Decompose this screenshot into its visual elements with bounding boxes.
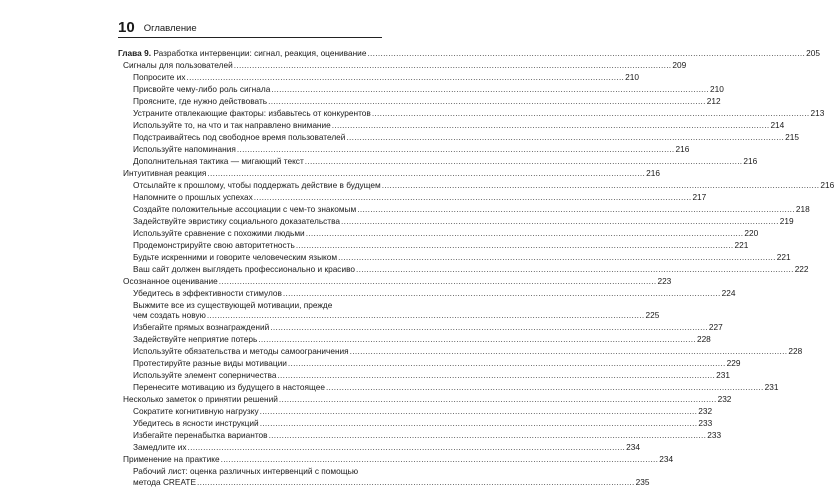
subsection-entry — [118, 358, 741, 369]
entry-title: Будьте искренними и говорите человеческим языком — [133, 251, 338, 262]
entry-title: Продемонстрируйте свою авторитетность — [133, 239, 295, 250]
entry-title: Протестируйте разные виды мотивации — [133, 358, 287, 369]
subsection-entry — [118, 251, 791, 263]
entry-page: 229 — [726, 358, 741, 369]
dot-leader — [357, 204, 795, 215]
entry-title: Убедитесь в эффективности стимулов — [133, 287, 282, 298]
dot-leader — [356, 264, 794, 275]
section-entry — [118, 454, 674, 465]
subsection-entry — [118, 322, 723, 333]
entry-title: Подстраивайтесь под свободное время пользователей — [133, 131, 346, 142]
running-title: Оглавление — [143, 23, 197, 34]
entry-page: 221 — [734, 239, 749, 250]
subsection-entry — [118, 191, 707, 203]
entry-title: Дополнительная тактика — мигающий текст — [133, 155, 304, 166]
entry-title: Интуитивная реакция — [123, 167, 207, 178]
dot-leader — [346, 132, 784, 143]
dot-leader — [288, 358, 726, 369]
subsection-entry — [118, 334, 711, 345]
entry-page: 219 — [779, 215, 794, 226]
subsection-entry — [118, 155, 758, 167]
entry-page: 227 — [708, 322, 723, 333]
entry-page: 210 — [710, 83, 724, 94]
entry-page: 212 — [706, 95, 721, 106]
dot-leader — [221, 454, 659, 465]
subsection-entry — [118, 418, 713, 429]
dot-leader — [305, 156, 743, 167]
entry-page: 224 — [721, 287, 736, 298]
subsection-entry — [118, 179, 834, 191]
entry-title: Используйте элемент соперничества — [133, 370, 277, 381]
subsection-entry — [118, 107, 825, 119]
entry-page: 232 — [698, 406, 713, 417]
dot-leader — [187, 72, 625, 83]
entry-title: Применение на практике — [123, 454, 220, 465]
entry-title: чем создать новую — [133, 310, 206, 321]
subsection-entry — [118, 131, 799, 143]
dot-leader — [306, 228, 744, 239]
entry-title: Убедитесь в ясности инструкций — [133, 418, 259, 429]
entry-title: Перенесите мотивацию из будущего в настоящее — [133, 382, 325, 393]
entry-title: Устраните отвлекающие факторы: избавьтесь от конкурентов — [133, 107, 371, 118]
dot-leader — [279, 394, 717, 405]
entry-title: Замедлите их — [133, 442, 187, 453]
entry-page: 235 — [635, 476, 650, 487]
entry-title: Используйте напоминания — [133, 143, 236, 154]
subsection-entry — [118, 143, 690, 155]
dot-leader — [268, 96, 706, 107]
entry-page: 225 — [645, 310, 660, 321]
entry-page: 216 — [820, 179, 834, 190]
dot-leader — [341, 216, 779, 227]
dot-leader — [207, 168, 645, 179]
page-header — [118, 17, 382, 38]
chapter-title-line — [118, 48, 366, 59]
section-entry — [118, 167, 660, 179]
toc-entry-line: Рабочий лист: оценка различных интервенций с помощью — [133, 466, 359, 477]
subsection-entry — [118, 71, 640, 83]
subsection-entry — [118, 83, 724, 95]
dot-leader — [277, 370, 715, 381]
section-entry — [118, 394, 732, 405]
entry-title: Избегайте перенабытка вариантов — [133, 430, 268, 441]
dot-leader — [270, 322, 708, 333]
dot-leader — [234, 60, 672, 71]
entry-page: 228 — [696, 334, 711, 345]
entry-page: 228 — [788, 346, 803, 357]
entry-title: Задействуйте эвристику социального доказательства — [133, 215, 341, 226]
dot-leader — [237, 144, 675, 155]
chapter-title: Разработка интервенции: сигнал, реакция, оценивание — [153, 48, 367, 58]
entry-page: 222 — [794, 263, 809, 274]
entry-page: 220 — [744, 227, 759, 238]
entry-page: 234 — [659, 454, 674, 465]
entry-page: 234 — [626, 442, 641, 453]
entry-title: Осознанное оценивание — [123, 275, 218, 286]
subsection-entry — [118, 382, 779, 393]
dot-leader — [338, 252, 776, 263]
dot-leader — [382, 180, 820, 191]
section-entry — [118, 275, 672, 287]
entry-page: 214 — [770, 119, 785, 130]
entry-page: 232 — [717, 394, 732, 405]
subsection-entry — [118, 95, 721, 107]
entry-page: 221 — [776, 251, 791, 262]
subsection-entry — [118, 346, 803, 357]
subsection-entry — [118, 430, 722, 441]
entry-page: 231 — [716, 370, 730, 381]
entry-page: 216 — [646, 167, 660, 178]
dot-leader — [260, 406, 698, 417]
subsection-entry — [118, 287, 736, 299]
entry-page: 231 — [764, 382, 779, 393]
entry-title: Несколько заметок о принятии решений — [123, 394, 278, 405]
entry-title: Сократите когнитивную нагрузку — [133, 406, 259, 417]
dot-leader — [326, 382, 764, 393]
table-of-contents — [118, 48, 834, 489]
entry-page: 216 — [675, 143, 690, 154]
toc-entry-line: Выжмите все из существующей мотивации, прежде — [133, 299, 333, 310]
page-number: 10 — [118, 19, 135, 36]
dot-leader — [254, 192, 692, 203]
dot-leader — [367, 48, 805, 59]
entry-page: 210 — [625, 71, 640, 82]
dot-leader — [296, 240, 734, 251]
entry-title: Используйте обязательства и методы самоограничения — [133, 346, 349, 357]
dot-leader — [258, 334, 696, 345]
entry-page: 218 — [795, 203, 810, 214]
dot-leader — [269, 430, 707, 441]
dot-leader — [350, 346, 788, 357]
entry-title: метода CREATE — [133, 476, 196, 487]
entry-title: Напомните о прошлых успехах — [133, 191, 253, 202]
entry-title: Создайте положительные ассоциации с чем-то знакомым — [133, 203, 357, 214]
subsection-entry — [118, 310, 660, 321]
entry-title: Задействуйте неприятие потерь — [133, 334, 258, 345]
entry-title: Ваш сайт должен выглядеть профессионально и красиво — [133, 263, 356, 274]
entry-page: 233 — [707, 430, 722, 441]
entry-title: Отсылайте к прошлому, чтобы поддержать действие в будущем — [133, 179, 381, 190]
subsection-entry — [118, 476, 650, 488]
entry-title: Попросите их — [133, 71, 186, 82]
entry-title: Избегайте прямых вознаграждений — [133, 322, 270, 333]
dot-leader — [197, 477, 635, 488]
chapter-label: Глава 9. — [118, 48, 152, 58]
dot-leader — [271, 84, 709, 95]
dot-leader — [283, 288, 721, 299]
chapter-entry — [118, 48, 820, 59]
entry-page: 233 — [698, 418, 713, 429]
section-entry — [118, 59, 687, 71]
dot-leader — [188, 442, 626, 453]
entry-title: Сигналы для пользователей — [123, 59, 233, 70]
entry-page: 213 — [810, 107, 825, 118]
subsection-entry — [118, 119, 785, 131]
subsection-entry — [118, 227, 759, 239]
subsection-entry — [118, 215, 794, 227]
entry-page: 217 — [692, 191, 707, 202]
entry-title: Используйте сравнение с похожими людьми — [133, 227, 305, 238]
entry-title: Присвойте чему-либо роль сигнала — [133, 83, 271, 94]
entry-page: 216 — [743, 155, 758, 166]
entry-page: 209 — [672, 59, 687, 70]
dot-leader — [219, 276, 657, 287]
dot-leader — [207, 310, 645, 321]
entry-page: 215 — [785, 131, 799, 142]
subsection-entry — [118, 263, 809, 275]
subsection-entry — [118, 239, 749, 251]
entry-page: 223 — [657, 275, 672, 286]
subsection-entry — [118, 442, 641, 453]
dot-leader — [332, 120, 770, 131]
subsection-entry — [118, 370, 730, 381]
entry-title: Проясните, где нужно действовать — [133, 95, 268, 106]
entry-title: Используйте то, на что и так направлено внимание — [133, 119, 331, 130]
subsection-entry — [118, 203, 810, 215]
dot-leader — [372, 108, 810, 119]
dot-leader — [260, 418, 698, 429]
subsection-entry — [118, 406, 713, 417]
chapter-page: 205 — [806, 48, 820, 58]
